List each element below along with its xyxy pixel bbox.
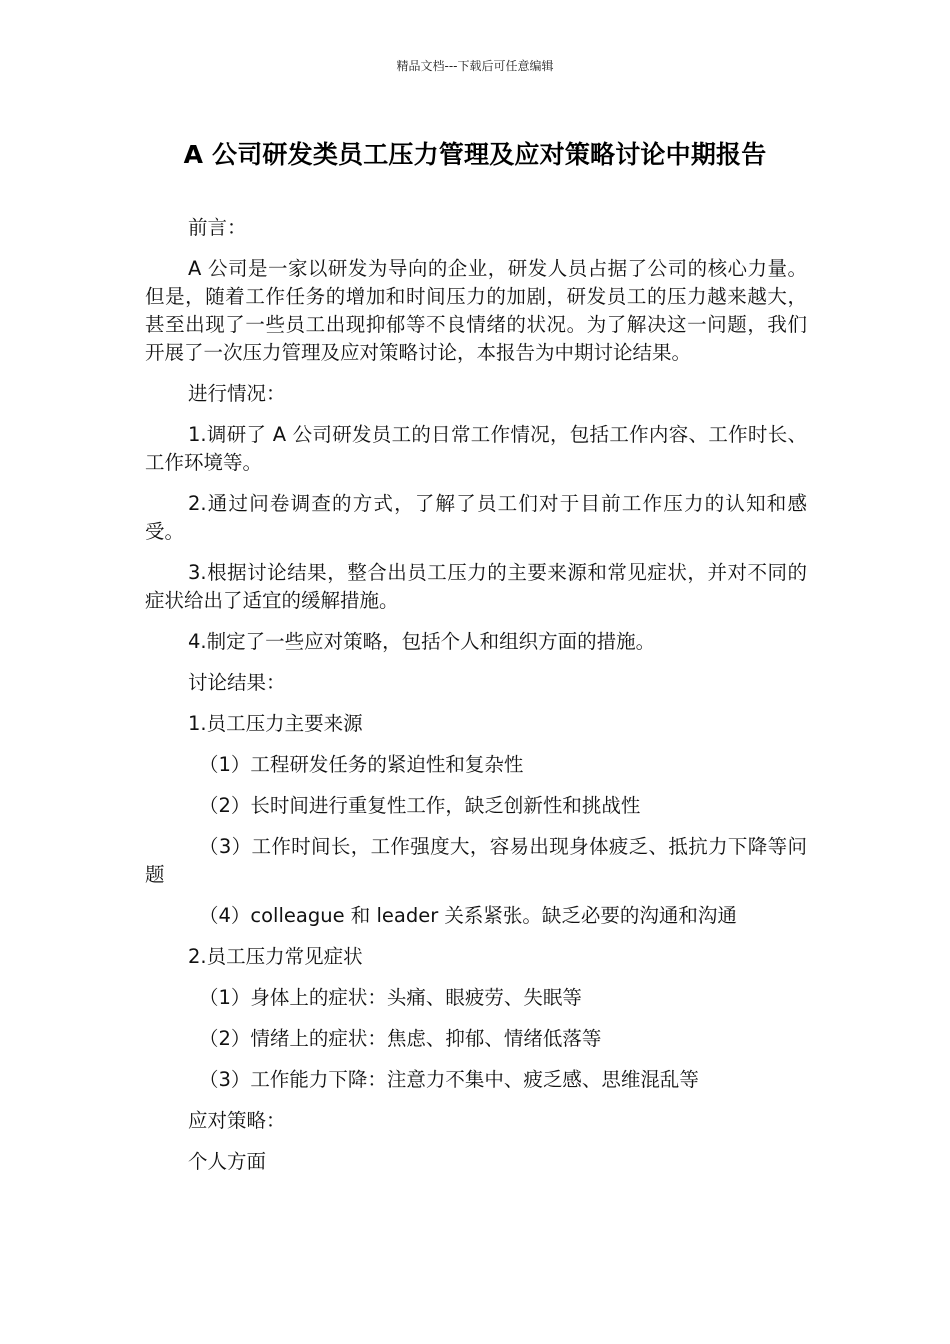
strategies-subheading-personal: 个人方面 [188,1150,267,1173]
document-title: A 公司研发类员工压力管理及应对策略讨论中期报告 [183,140,767,169]
symptom-item-2: （2）情绪上的症状：焦虑、抑郁、情绪低落等 [199,1027,602,1050]
section-heading-results: 讨论结果： [188,671,286,694]
symptom-item-1: （1）身体上的症状：头痛、眼疲劳、失眠等 [199,986,582,1009]
section-heading-progress: 进行情况： [188,382,286,405]
symptom-item-3: （3）工作能力下降：注意力不集中、疲乏感、思维混乱等 [199,1068,699,1091]
source-item-2: （2）长时间进行重复性工作，缺乏创新性和挑战性 [199,794,641,817]
preface-paragraph: A 公司是一家以研发为导向的企业，研发人员占据了公司的核心力量。但是，随着工作任务的增加和时间压力的加剧，研发员工的压力越来越大，甚至出现了一些员工出现抑郁等不良情绪的状况。为了解决这一问题，我们开展了一次压力管理及应对策略讨论，本报告为中期讨论结果。 [145,257,807,364]
progress-item-3: 3.根据讨论结果，整合出员工压力的主要来源和常见症状，并对不同的症状给出了适宜的缓解措施。 [145,561,807,612]
source-item-1: （1）工程研发任务的紧迫性和复杂性 [199,753,524,776]
progress-item-1: 1.调研了 A 公司研发员工的日常工作情况，包括工作内容、工作时长、工作环境等。 [145,423,807,474]
document-body [145,214,807,1189]
source-item-3: （3）工作时间长，工作强度大，容易出现身体疲乏、抵抗力下降等问题 [145,835,807,886]
progress-item-2: 2.通过问卷调查的方式，了解了员工们对于目前工作压力的认知和感受。 [145,492,807,543]
source-item-4: （4）colleague 和 leader 关系紧张。缺乏必要的沟通和沟通 [199,904,737,927]
results-subheading-symptoms: 2.员工压力常见症状 [188,945,363,968]
section-heading-preface: 前言： [188,216,247,239]
section-heading-strategies: 应对策略： [188,1109,286,1132]
page-header: 精品文档---下载后可任意编辑 [396,59,554,73]
progress-item-4: 4.制定了一些应对策略，包括个人和组织方面的措施。 [188,630,656,653]
results-subheading-sources: 1.员工压力主要来源 [188,712,363,735]
